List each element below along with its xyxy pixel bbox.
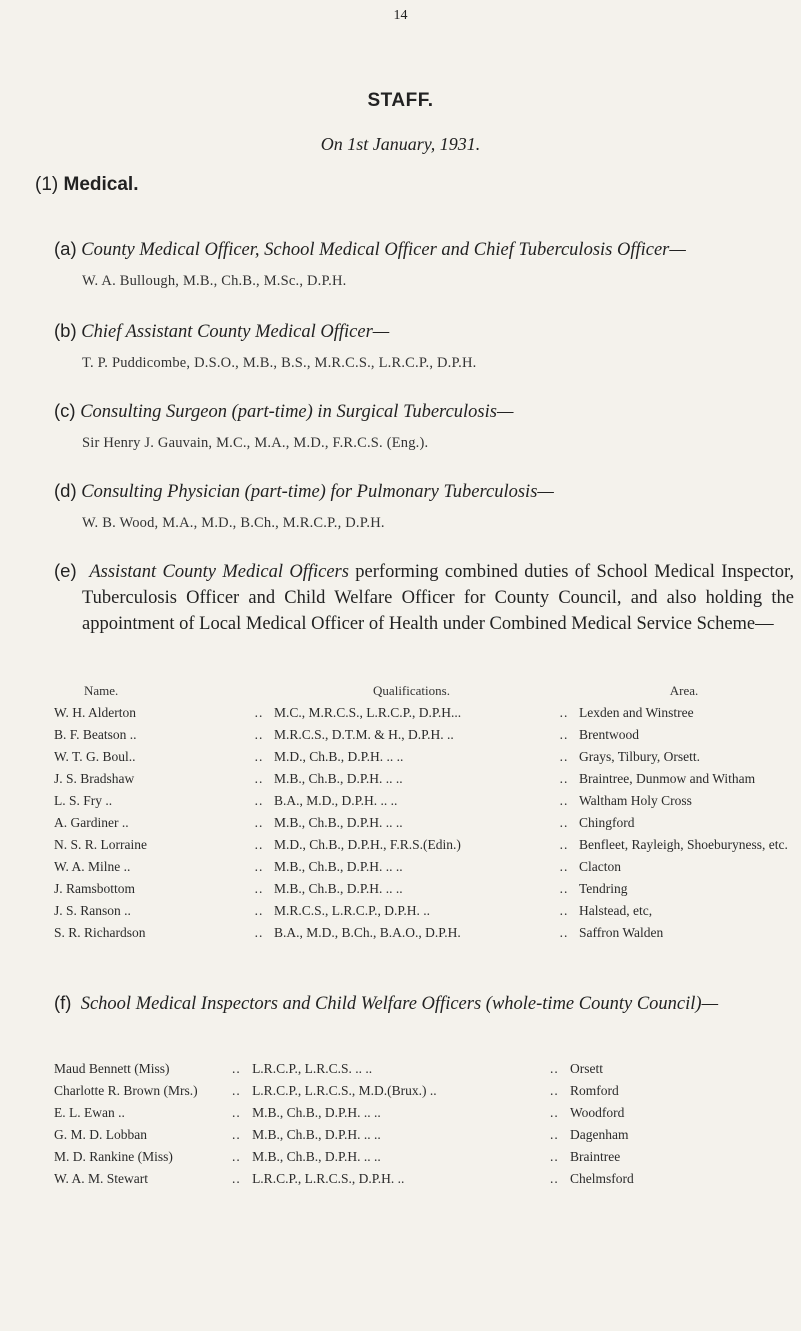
section-e-title-rest: performing combined duties of School Medical Inspector, Tuberculosis Officer and Child Welfare Officer for County Council, and also holding the appointment of Local Medical Officer of Health under Combined Medical Service Scheme— [82,562,794,634]
medical-heading [35,174,139,196]
table-school-inspectors [54,1060,789,1192]
leader-dots: .. [232,1127,241,1142]
leader-dots: .. [254,749,264,764]
qualifications: B.A., M.D., D.P.H. .. .. [274,793,398,808]
leader-dots: .. [550,1105,559,1120]
assistant-officer-row [54,814,789,836]
leader-dots: .. [254,815,264,830]
qualifications: M.B., Ch.B., D.P.H. .. .. [252,1149,381,1164]
qualifications: M.C., M.R.C.S., L.R.C.P., D.P.H... [274,705,462,720]
leader-dots: .. [232,1105,241,1120]
header-name: Name. [84,683,119,698]
medical-heading-label: Medical. [63,174,139,195]
section-c [54,398,794,452]
qualifications: M.B., Ch.B., D.P.H. .. .. [274,815,403,830]
qualifications: M.B., Ch.B., D.P.H. .. .. [252,1105,381,1120]
leader-dots: .. [550,1061,559,1076]
assistant-officer-row [54,748,789,770]
qualifications: L.R.C.P., L.R.C.S. .. .. [252,1061,373,1076]
qualifications: M.D., Ch.B., D.P.H. .. .. [274,749,404,764]
qualifications: M.R.C.S., D.T.M. & H., D.P.H. .. [274,727,454,742]
leader-dots: .. [254,771,264,786]
table-assistant-officers [54,682,789,946]
date-line: On 1st January, 1931. [320,134,481,154]
leader-dots: .. [559,793,569,808]
leader-dots: .. [559,727,569,742]
leader-dots: .. [254,903,264,918]
staff-name: Charlotte R. Brown (Mrs.) [54,1083,198,1098]
staff-name: J. S. Ranson .. [54,903,131,918]
area: Chelmsford [570,1171,634,1186]
staff-name: W. H. Alderton [54,705,136,720]
leader-dots: .. [559,925,569,940]
leader-dots: .. [559,881,569,896]
table-header-row [54,682,789,704]
area: Saffron Walden [579,925,664,940]
qualifications: B.A., M.D., B.Ch., B.A.O., D.P.H. [274,925,461,940]
area: Waltham Holy Cross [579,793,692,808]
section-e-label: (e) [54,560,77,581]
assistant-officer-row [54,858,789,880]
staff-name: E. L. Ewan .. [54,1105,125,1120]
school-inspector-row [54,1170,789,1192]
staff-name: S. R. Richardson [54,925,146,940]
section-b-label: (b) [54,320,77,341]
school-inspector-row [54,1148,789,1170]
leader-dots: .. [232,1149,241,1164]
area: Tendring [579,881,628,896]
section-b-names: T. P. Puddicombe, D.S.O., M.B., B.S., M.R.C.S., L.R.C.P., D.P.H. [82,355,477,371]
leader-dots: .. [254,793,264,808]
assistant-officer-row [54,704,789,726]
qualifications: M.B., Ch.B., D.P.H. .. .. [274,881,403,896]
staff-name: L. S. Fry .. [54,793,113,808]
section-a-label: (a) [54,238,77,259]
section-e [54,558,794,637]
leader-dots: .. [232,1061,241,1076]
header-area: Area. [669,683,699,698]
leader-dots: .. [254,837,264,852]
school-inspector-row [54,1060,789,1082]
qualifications: L.R.C.P., L.R.C.S., M.D.(Brux.) .. [252,1083,437,1098]
section-b [54,318,794,372]
leader-dots: .. [550,1127,559,1142]
qualifications: L.R.C.P., L.R.C.S., D.P.H. .. [252,1171,405,1186]
leader-dots: .. [559,815,569,830]
qualifications: M.D., Ch.B., D.P.H., F.R.S.(Edin.) [274,837,461,852]
leader-dots: .. [254,859,264,874]
header-qualifications: Qualifications. [373,683,450,698]
staff-name: G. M. D. Lobban [54,1127,147,1142]
section-d-title: Consulting Physician (part-time) for Pulmonary Tuberculosis— [81,482,554,502]
qualifications: M.B., Ch.B., D.P.H. .. .. [252,1127,381,1142]
section-e-title-italic: Assistant County Medical Officers [89,562,349,582]
leader-dots: .. [550,1149,559,1164]
section-f [54,990,794,1017]
section-f-title-paren: (whole-time County Council)— [485,994,719,1014]
section-d-label: (d) [54,480,77,501]
section-d [54,478,794,532]
section-f-label: (f) [54,992,72,1013]
leader-dots: .. [254,705,264,720]
staff-name: W. T. G. Boul.. [54,749,136,764]
section-c-title: Consulting Surgeon (part-time) in Surgical Tuberculosis— [80,402,514,422]
area: Grays, Tilbury, Orsett. [579,749,701,764]
area: Orsett [570,1061,604,1076]
assistant-officer-row [54,836,789,858]
area: Chingford [579,815,635,830]
area: Braintree [570,1149,621,1164]
staff-name: W. A. M. Stewart [54,1171,148,1186]
staff-name: M. D. Rankine (Miss) [54,1149,173,1164]
school-inspector-row [54,1126,789,1148]
school-inspector-row [54,1082,789,1104]
staff-name: A. Gardiner .. [54,815,129,830]
staff-name: Maud Bennett (Miss) [54,1061,170,1076]
section-f-title-italic: School Medical Inspectors and Child Welfare Officers [80,994,482,1014]
staff-name: J. Ramsbottom [54,881,136,896]
qualifications: M.B., Ch.B., D.P.H. .. .. [274,859,403,874]
area: Clacton [579,859,621,874]
medical-heading-number: (1) [35,174,59,195]
page-number: 14 [393,8,408,23]
staff-name: J. S. Bradshaw [54,771,135,786]
leader-dots: .. [559,903,569,918]
leader-dots: .. [232,1083,241,1098]
assistant-officer-row [54,770,789,792]
area: Brentwood [579,727,639,742]
leader-dots: .. [559,837,569,852]
assistant-officer-row [54,924,789,946]
assistant-officer-row [54,726,789,748]
leader-dots: .. [550,1171,559,1186]
leader-dots: .. [550,1083,559,1098]
section-d-names: W. B. Wood, M.A., M.D., B.Ch., M.R.C.P., D.P.H. [82,515,385,531]
area: Romford [570,1083,619,1098]
leader-dots: .. [559,771,569,786]
leader-dots: .. [254,881,264,896]
qualifications: M.R.C.S., L.R.C.P., D.P.H. .. [274,903,431,918]
leader-dots: .. [232,1171,241,1186]
section-b-title: Chief Assistant County Medical Officer— [81,322,390,342]
leader-dots: .. [559,859,569,874]
assistant-officer-row [54,880,789,902]
leader-dots: .. [254,727,264,742]
leader-dots: .. [559,705,569,720]
section-c-names: Sir Henry J. Gauvain, M.C., M.A., M.D., F.R.C.S. (Eng.). [82,435,429,451]
staff-name: N. S. R. Lorraine [54,837,147,852]
staff-name: B. F. Beatson .. [54,727,137,742]
area: Braintree, Dunmow and Witham [579,771,756,786]
area: Woodford [570,1105,625,1120]
leader-dots: .. [559,749,569,764]
leader-dots: .. [254,925,264,940]
section-a-title: County Medical Officer, School Medical Officer and Chief Tuberculosis Officer— [81,240,686,260]
section-c-label: (c) [54,400,76,421]
assistant-officer-row [54,792,789,814]
school-inspector-row [54,1104,789,1126]
staff-name: W. A. Milne .. [54,859,131,874]
page-title: STAFF. [367,90,434,111]
assistant-officer-row [54,902,789,924]
area: Halstead, etc, [579,903,653,918]
qualifications: M.B., Ch.B., D.P.H. .. .. [274,771,403,786]
section-a [54,236,794,290]
section-a-names: W. A. Bullough, M.B., Ch.B., M.Sc., D.P.H. [82,273,347,289]
area: Lexden and Winstree [579,705,694,720]
area: Benfleet, Rayleigh, Shoeburyness, etc. [579,837,788,852]
area: Dagenham [570,1127,629,1142]
